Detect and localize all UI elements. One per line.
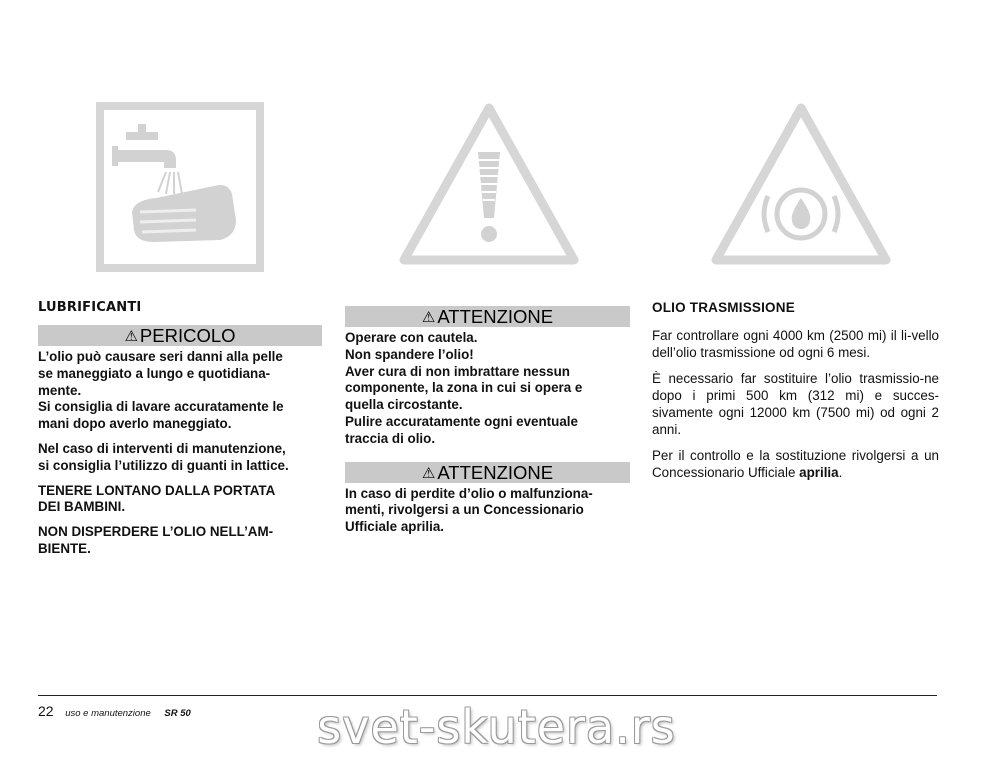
text-line: Non spandere l’olio! [345, 346, 474, 362]
period: . [440, 519, 445, 535]
replace-paragraph: È necessario far sostituire l’olio trasmissio-ne dopo i primi 500 km (312 mi) e succes-sivamente ogni 12000 km (7500 mi) od ogni 2 anni. [652, 371, 939, 437]
danger-paragraph [38, 349, 322, 433]
model-name: SR 50 [164, 708, 191, 719]
column-olio-trasmissione [652, 300, 939, 490]
text-line: TENERE LONTANO DALLA PORTATA [38, 482, 276, 498]
brand-name: aprilia [400, 519, 441, 535]
environment-warning [38, 524, 322, 558]
text-line: DEI BAMBINI. [38, 499, 126, 515]
text-line: se maneggiato a lungo e quotidiana- [38, 365, 271, 381]
text-line: traccia di olio. [345, 430, 436, 446]
text-line [345, 519, 630, 536]
period: . [838, 465, 843, 480]
text-line: L’olio può causare seri danni alla pelle [38, 349, 283, 364]
danger-banner [38, 325, 322, 346]
leak-paragraph [345, 486, 630, 536]
warning-triangle-icon: ⚠ [421, 309, 436, 326]
page-number: 22 [38, 703, 54, 719]
text-line: mente. [38, 382, 82, 398]
warning-triangle-icon: ⚠ [124, 328, 138, 345]
banner-label: ATTENZIONE [437, 306, 554, 327]
warning-triangle-icon: ⚠ [421, 464, 436, 482]
wash-hands-icon [96, 102, 264, 272]
text-line: si consiglia l’utilizzo di guanti in lattice. [38, 457, 289, 473]
text-line: NON DISPERDERE L’OLIO NELL’AM- [38, 524, 274, 540]
footer-divider [38, 695, 937, 696]
text-line: menti, rivolgersi a un Concessionario [345, 502, 584, 518]
text-line: mani dopo averlo maneggiato. [38, 416, 232, 432]
attention-banner [345, 462, 630, 483]
attention-banner [345, 306, 630, 327]
exclamation-warning-icon [398, 100, 580, 268]
children-warning [38, 483, 322, 517]
brand-name: aprilia [799, 465, 839, 480]
banner-label: ATTENZIONE [437, 461, 554, 483]
text-line: Si consiglia di lavare accuratamente le [38, 399, 284, 415]
section-title: LUBRIFICANTI [38, 300, 142, 315]
section-title: OLIO TRASMISSIONE [652, 300, 795, 315]
text-line: quella circostante. [345, 397, 463, 413]
dealer-text: Per il controllo e la sostituzione rivolgersi a un Concessionario Ufficiale [652, 448, 939, 480]
column-attenzione [345, 306, 630, 544]
oil-pressure-warning-icon [710, 100, 892, 268]
caution-paragraph [345, 330, 630, 448]
text-line: Aver cura di non imbrattare nessun [345, 363, 570, 379]
text-line: Pulire accuratamente ogni eventuale [345, 413, 578, 429]
text-line: BIENTE. [38, 540, 91, 556]
text-line: componente, la zona in cui si opera e [345, 380, 583, 396]
text-line: In caso di perdite d’olio o malfunziona- [345, 485, 593, 501]
text-line: Nel caso di interventi di manutenzione, [38, 440, 286, 456]
gloves-paragraph [38, 441, 322, 475]
dealer-paragraph [652, 447, 939, 481]
column-lubrificanti [38, 300, 322, 566]
text-line: Operare con cautela. [345, 330, 478, 345]
watermark: svet-skutera.rs [317, 700, 676, 754]
dealer-text: Ufficiale [345, 519, 398, 535]
banner-label: PERICOLO [139, 325, 236, 346]
manual-title: uso e manutenzione [65, 708, 151, 719]
check-paragraph: Far controllare ogni 4000 km (2500 mi) il li-vello dell’olio trasmissione od ogni 6 mesi. [652, 328, 939, 360]
